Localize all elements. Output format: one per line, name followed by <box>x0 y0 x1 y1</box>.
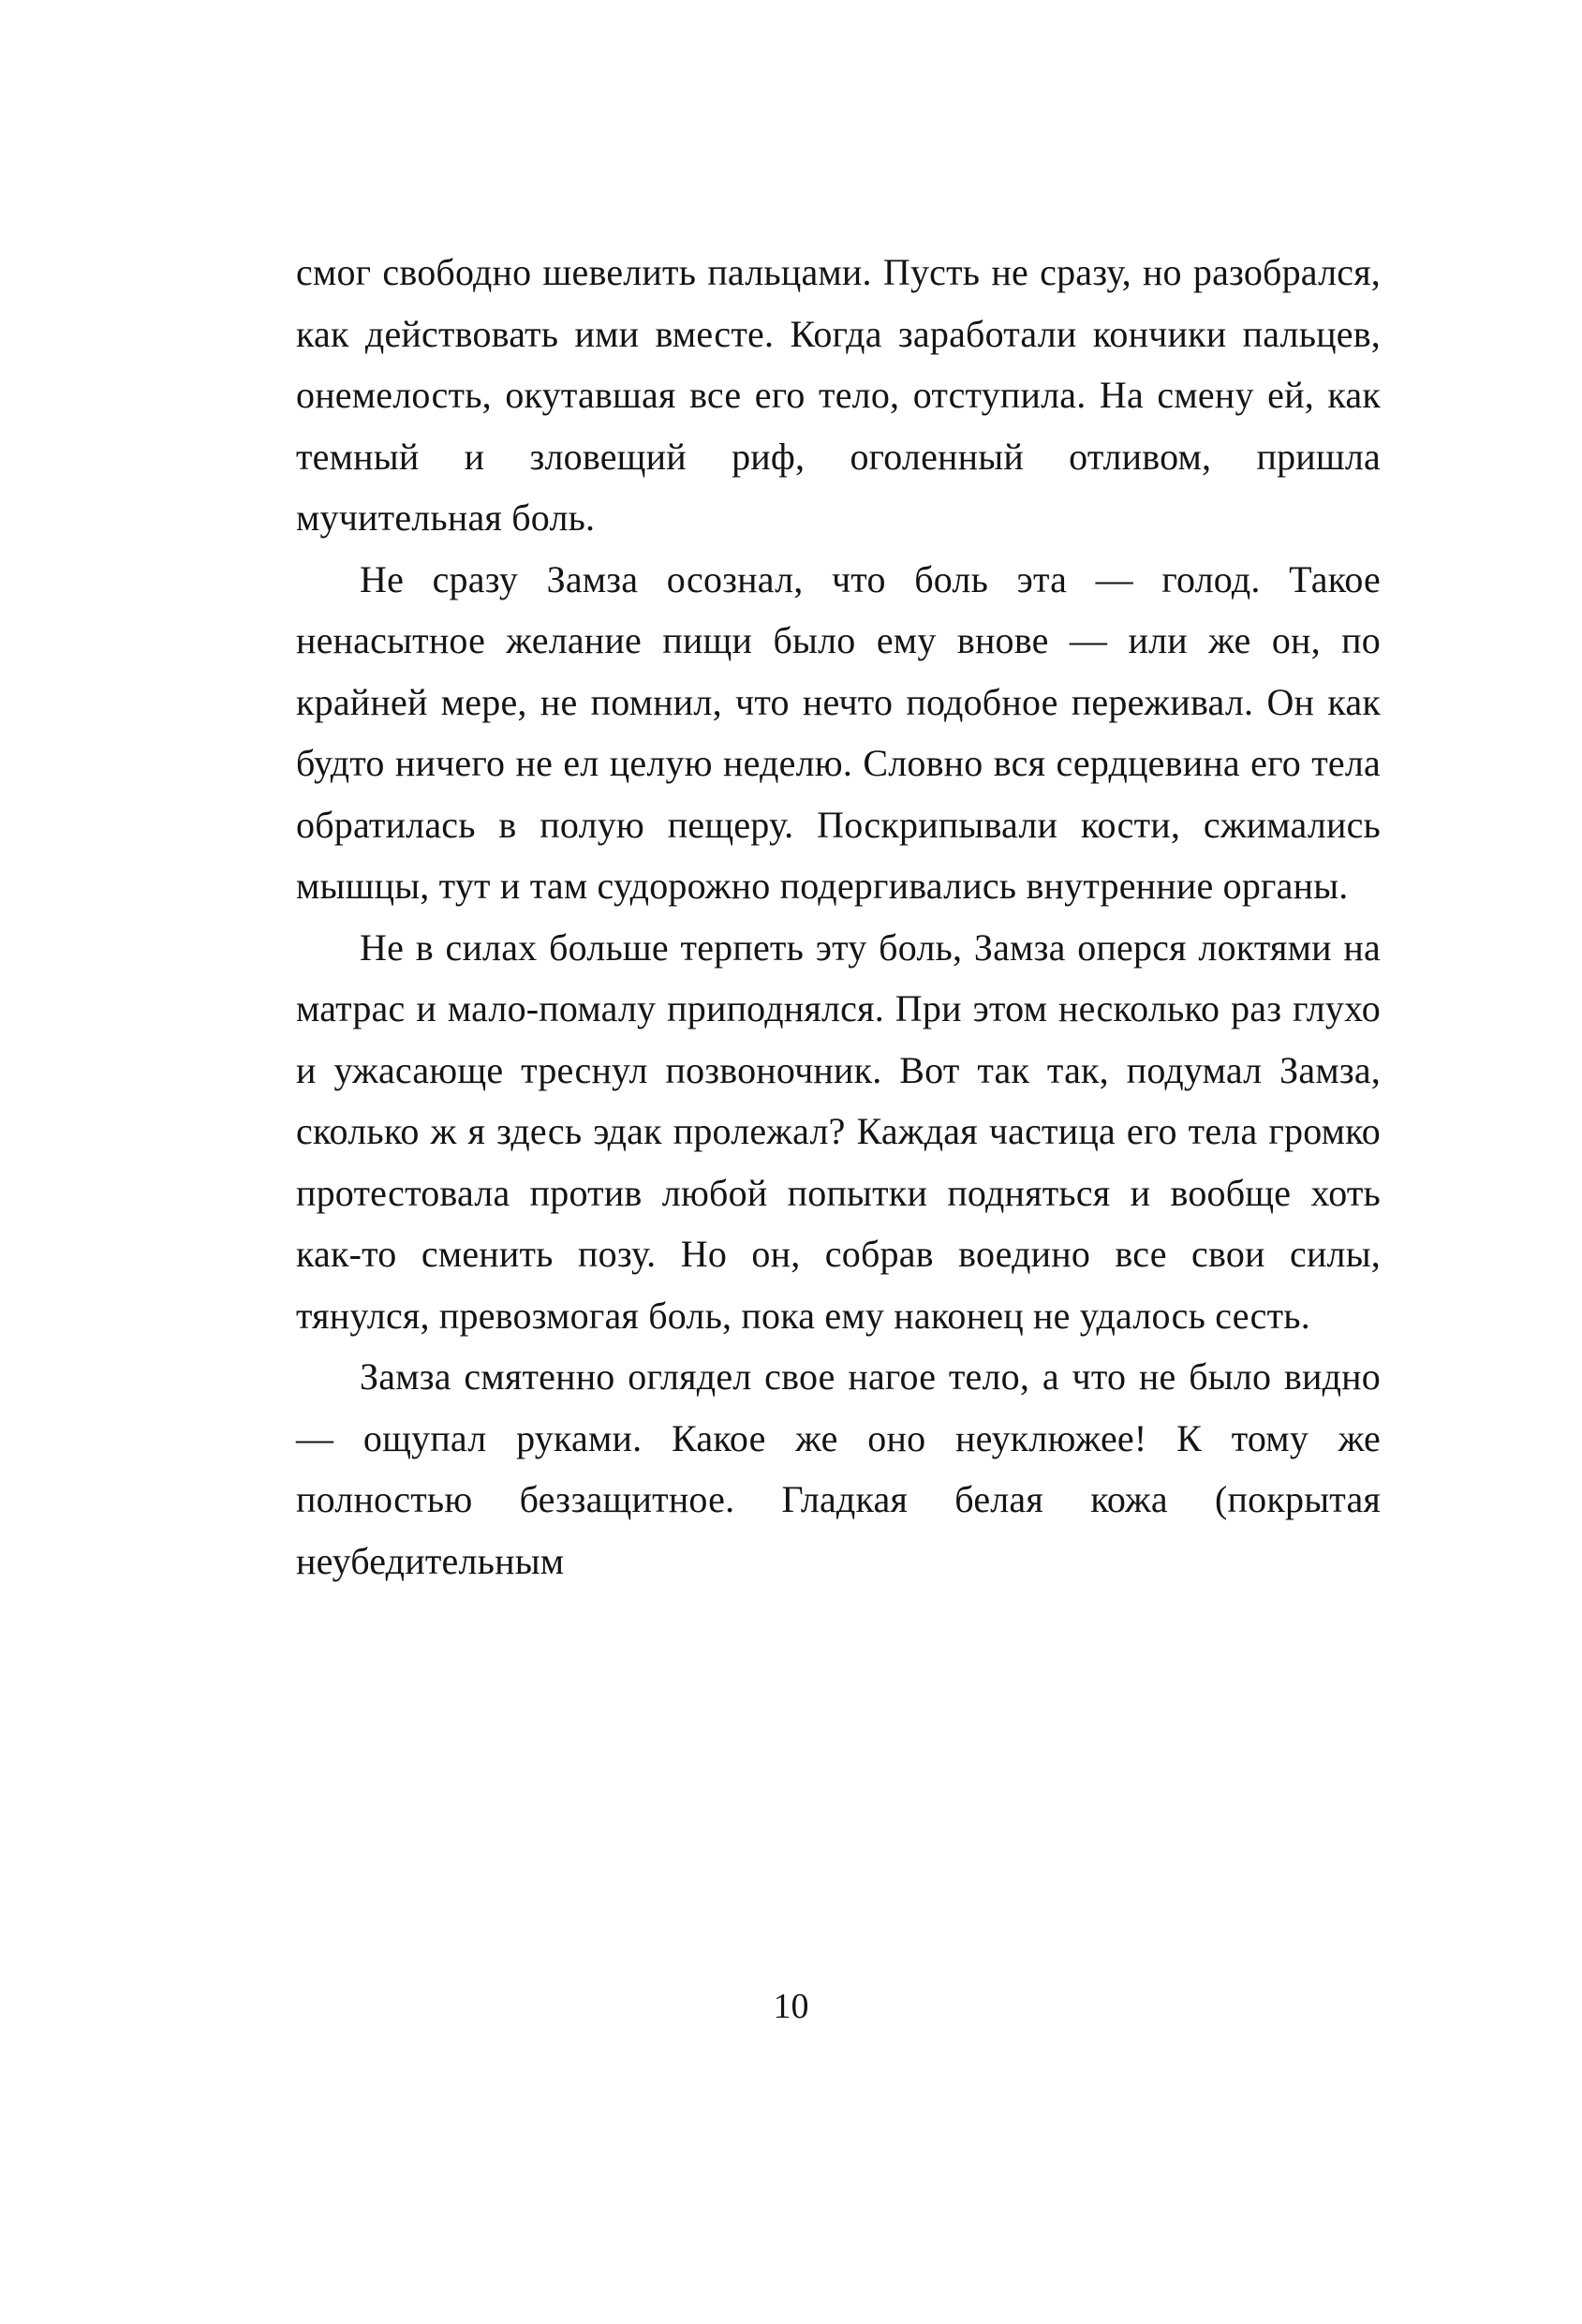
paragraph: Не сразу Замза осознал, что боль эта — голод. Такое ненасытное желание пищи было ему внове — или же он, по крайней мере, не помнил, что нечто подобное переживал. Он как будто ничего не ел целую неделю. Словно вся сердцевина его тела обратилась в полую пещеру. Поскрипывали кости, сжимались мышцы, тут и там судорожно подергивались внутренние органы. <box>296 557 1381 907</box>
page-number: 10 <box>773 1987 809 2026</box>
paragraph: Замза смятенно оглядел свое нагое тело, а что не было видно — ощупал руками. Какое же оно неуклюжее! К тому же полностью беззащитное. Гладкая белая кожа (покрытая неубедительным <box>296 1355 1381 1582</box>
page-text-body <box>296 242 1381 1591</box>
paragraph: Не в силах больше терпеть эту боль, Замза оперся локтями на матрас и мало-помалу приподнялся. При этом несколько раз глухо и ужасающе треснул позвоночник. Вот так так, подумал Замза, сколько ж я здесь эдак пролежал? Каждая частица его тела громко протестовала против любой попытки подняться и вообще хоть как-то сменить позу. Но он, собрав воедино все свои силы, тянулся, превозмогая боль, пока ему наконец не удалось сесть. <box>296 925 1381 1337</box>
paragraph: смог свободно шевелить пальцами. Пусть не сразу, но разобрался, как действовать ими вместе. Когда заработали кончики пальцев, онемелость, окутавшая все его тело, отступила. На смену ей, как темный и зловещий риф, оголенный отливом, пришла мучительная боль. <box>296 251 1381 539</box>
